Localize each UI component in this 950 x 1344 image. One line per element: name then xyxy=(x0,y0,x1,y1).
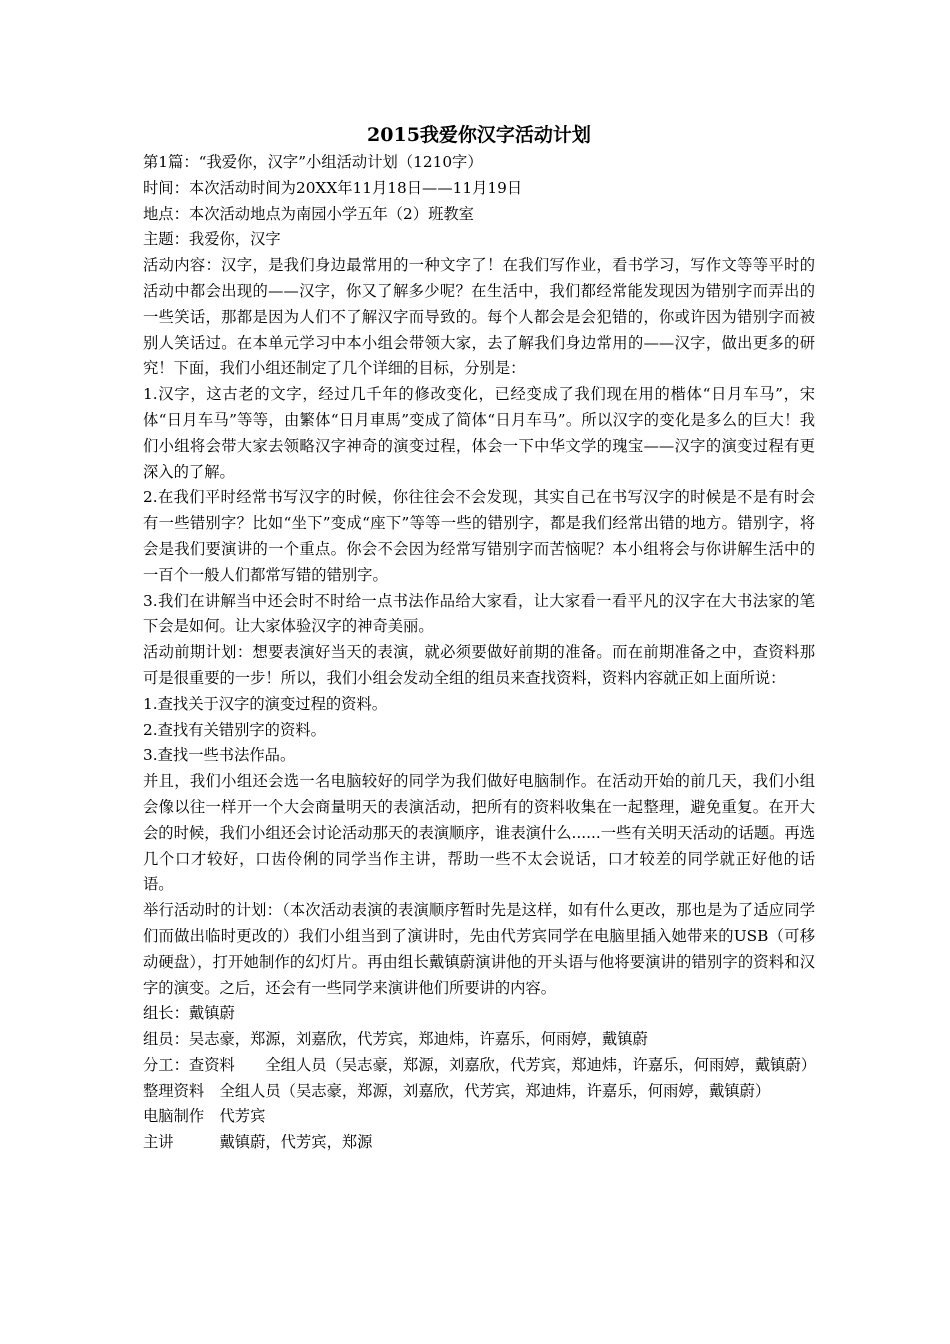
event-plan-paragraph: 举行活动时的计划：（本次活动表演的表演顺序暂时先是这样，如有什么更改，那也是为了适应同学们而做出临时更改的）我们小组当到了演讲时，先由代芳宾同学在电脑里插入她带来的USB（可移动硬盘），打开她制作的幻灯片。再由组长戴镇蔚演讲他的开头语与他将要演讲的错别字的资料和汉字的演变。之后，还会有一些同学来演讲他们所要讲的内容。 xyxy=(143,901,815,997)
goal-2-paragraph: 2.在我们平时经常书写汉字的时候，你往往会不会发现，其实自己在书写汉字的时候是不是有时会有一些错别字？比如“坐下”变成“座下”等等一些的错别字，都是我们经常出错的地方。错别字，将会是我们要演讲的一个重点。你会不会因为经常写错别字而苦恼呢？本小组将会与你讲解生活中的一百个一般人们都常写错的错别字。 xyxy=(143,488,815,584)
goal-3-paragraph: 3.我们在讲解当中还会时不时给一点书法作品给大家看，让大家看一看平凡的汉字在大书法家的笔下会是如何。让大家体验汉字的神奇美丽。 xyxy=(143,591,815,636)
goal-1-paragraph: 1.汉字，这古老的文字，经过几千年的修改变化，已经变成了我们现在用的楷体“日月车马”，宋体“日月车马”等等，由繁体“日月車馬”变成了简体“日月车马”。所以汉字的变化是多么的巨大！我们小组将会带大家去领略汉字神奇的演变过程，体会一下中华文学的瑰宝——汉字的演变过程有更深入的了解。 xyxy=(143,385,815,481)
theme-line: 主题：我爱你，汉字 xyxy=(143,230,281,249)
article-heading: 第1篇：“我爱你，汉字”小组活动计划（1210字） xyxy=(143,153,483,171)
division-organize-line: 整理资料 全组人员（吴志豪，郑源，刘嘉欣，代芳宾，郑迪炜，许嘉乐，何雨婷，戴镇蔚） xyxy=(143,1081,771,1100)
division-speaker-line: 主讲 戴镇蔚，代芳宾，郑源 xyxy=(143,1133,373,1152)
activity-content-paragraph: 活动内容：汉字，是我们身边最常用的一种文字了！在我们写作业，看书学习，写作文等等平时的活动中都会出现的——汉字，你又了解多少呢？在生活中，我们都经常能发现因为错别字而弄出的一些笑话，那都是因为人们不了解汉字而导致的。每个人都会是会犯错的，你或许因为错别字而被别人笑话过。在本单元学习中本小组会带领大家，去了解我们身边常用的——汉字，做出更多的研究！下面，我们小组还制定了几个详细的目标，分别是： xyxy=(143,256,815,378)
members-line: 组员：吴志豪，郑源，刘嘉欣，代芳宾，郑迪炜，许嘉乐，何雨婷，戴镇蔚 xyxy=(143,1030,648,1049)
pre-plan-item-3: 3.查找一些书法作品。 xyxy=(143,746,296,765)
pre-plan-item-1: 1.查找关于汉字的演变过程的资料。 xyxy=(143,694,388,713)
pre-plan-item-2: 2.查找有关错别字的资料。 xyxy=(143,720,326,739)
pre-plan-paragraph: 活动前期计划：想要表演好当天的表演，就必须要做好前期的准备。而在前期准备之中，查资料那可是很重要的一步！所以，我们小组会发动全组的组员来查找资料，资料内容就正如上面所说： xyxy=(143,643,815,687)
division-research-line: 分工：查资料 全组人员（吴志豪，郑源，刘嘉欣，代芳宾，郑迪炜，许嘉乐，何雨婷，戴镇蔚） xyxy=(143,1055,817,1074)
document-page xyxy=(143,122,815,1156)
time-line: 时间：本次活动时间为20XX年11月18日——11月19日 xyxy=(143,178,523,197)
document-title: 2015我爱你汉字活动计划 xyxy=(367,124,591,146)
leader-line: 组长：戴镇蔚 xyxy=(143,1004,235,1023)
location-line: 地点：本次活动地点为南园小学五年（2）班教室 xyxy=(143,204,474,223)
division-computer-line: 电脑制作 代芳宾 xyxy=(143,1107,266,1126)
preparation-paragraph: 并且，我们小组还会选一名电脑较好的同学为我们做好电脑制作。在活动开始的前几天，我们小组会像以往一样开一个大会商量明天的表演活动，把所有的资料收集在一起整理，避免重复。在开大会的时候，我们小组还会讨论活动那天的表演顺序，谁表演什么......一些有关明天活动的话题。再选几个口才较好，口齿伶俐的同学当作主讲，帮助一些不太会说话，口才较差的同学就正好他的话语。 xyxy=(143,772,815,894)
